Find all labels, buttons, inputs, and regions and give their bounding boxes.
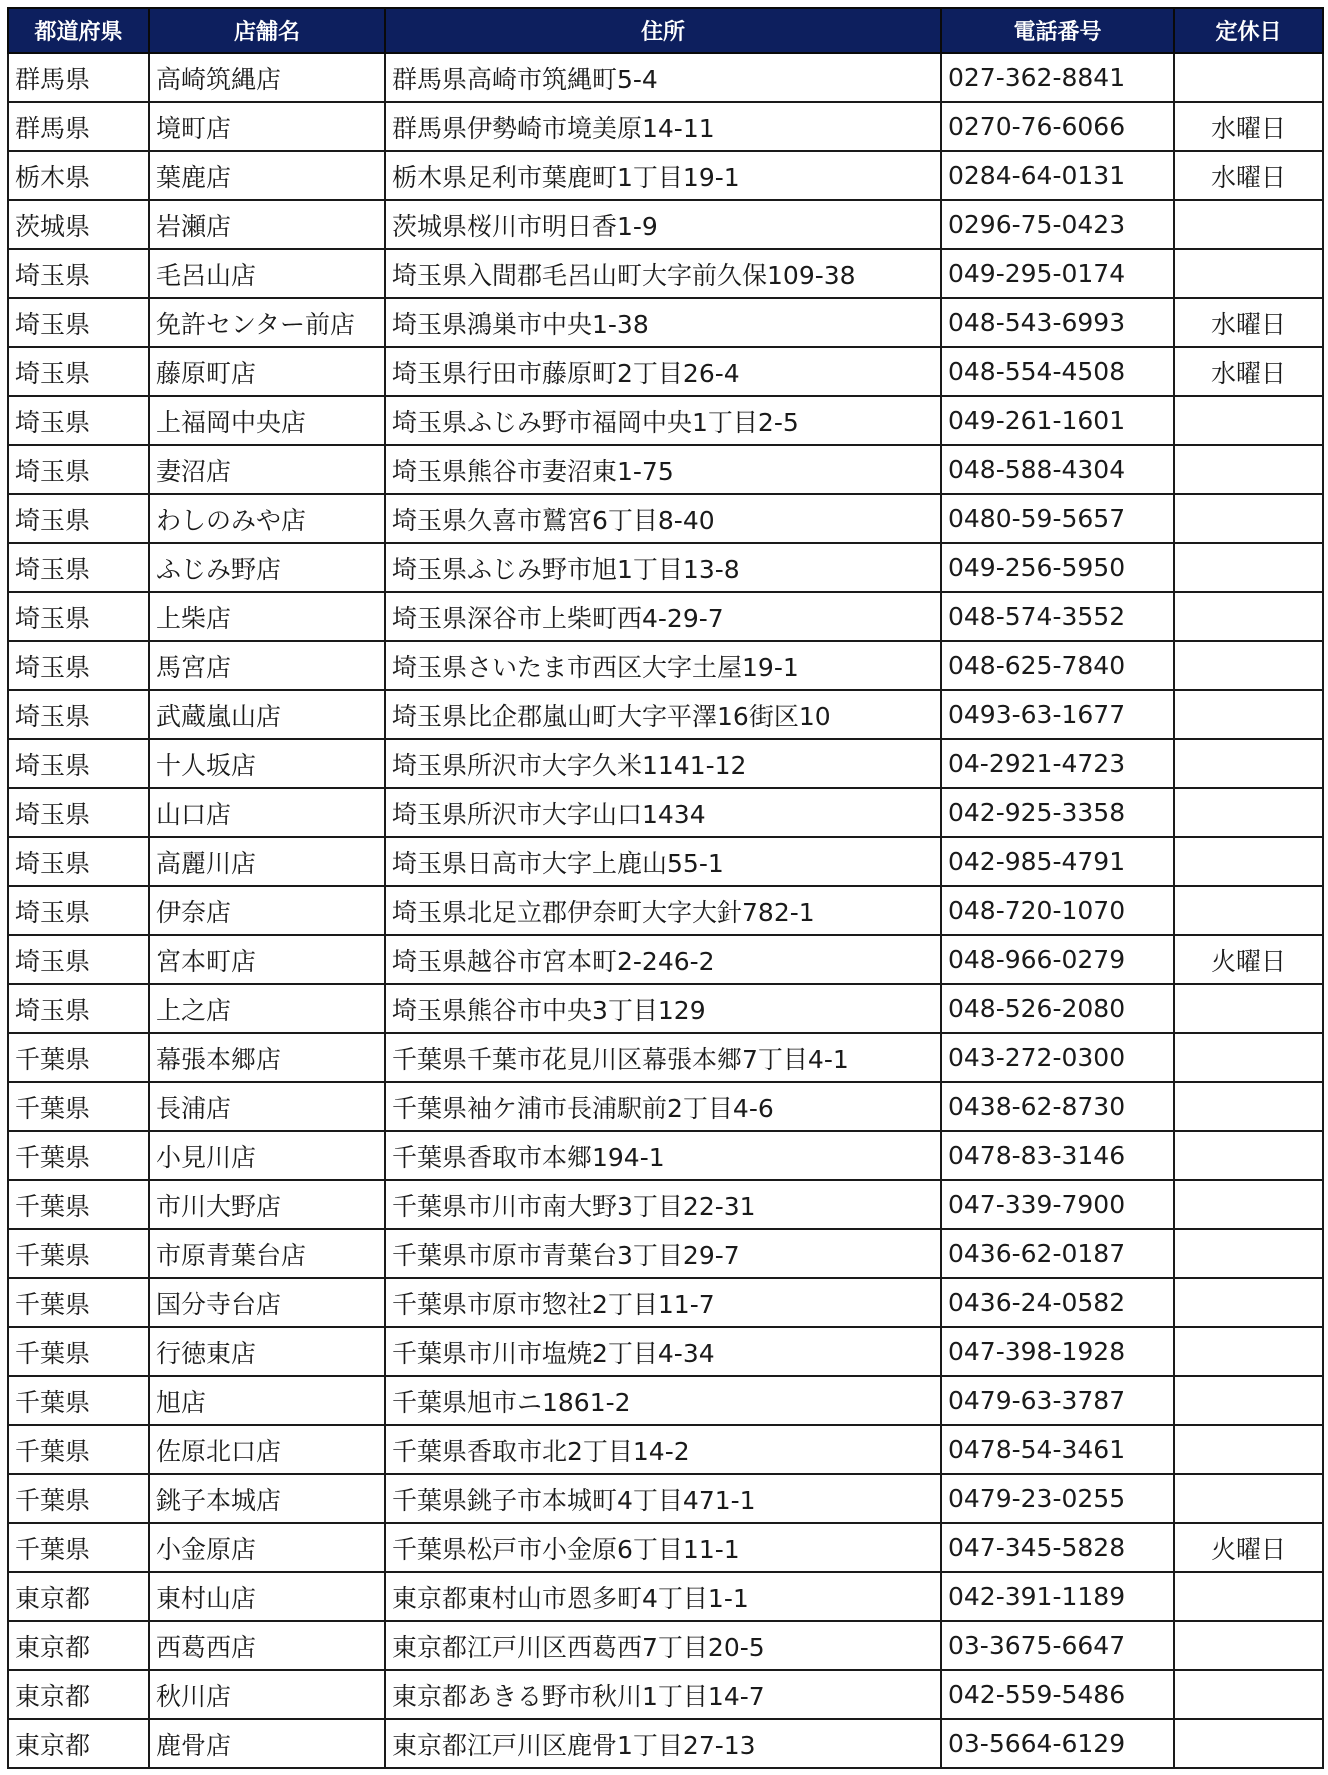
store-name-cell: 上福岡中央店 [149,396,385,445]
closed-day-cell [1174,1131,1323,1180]
phone-cell: 042-559-5486 [941,1670,1174,1719]
phone-cell: 0436-24-0582 [941,1278,1174,1327]
phone-cell: 047-398-1928 [941,1327,1174,1376]
address-cell: 埼玉県日高市大字上鹿山55-1 [385,837,941,886]
phone-cell: 047-345-5828 [941,1523,1174,1572]
store-name-cell: 毛呂山店 [149,249,385,298]
closed-day-cell [1174,1572,1323,1621]
prefecture-cell: 東京都 [8,1621,149,1670]
address-cell: 群馬県伊勢崎市境美原14-11 [385,102,941,151]
closed-day-cell: 水曜日 [1174,347,1323,396]
table-row [8,1670,1323,1719]
store-name-cell: 上柴店 [149,592,385,641]
store-name-cell: 鹿骨店 [149,1719,385,1768]
store-name-cell: 上之店 [149,984,385,1033]
address-cell: 千葉県香取市北2丁目14-2 [385,1425,941,1474]
phone-cell: 0479-23-0255 [941,1474,1174,1523]
phone-cell: 047-339-7900 [941,1180,1174,1229]
phone-cell: 0479-63-3787 [941,1376,1174,1425]
store-name-cell: わしのみや店 [149,494,385,543]
table-row [8,1033,1323,1082]
prefecture-cell: 埼玉県 [8,886,149,935]
closed-day-cell [1174,837,1323,886]
table-row [8,592,1323,641]
phone-cell: 0478-54-3461 [941,1425,1174,1474]
address-cell: 埼玉県入間郡毛呂山町大字前久保109-38 [385,249,941,298]
prefecture-cell: 千葉県 [8,1229,149,1278]
phone-cell: 049-261-1601 [941,396,1174,445]
phone-cell: 03-5664-6129 [941,1719,1174,1768]
table-row [8,690,1323,739]
store-name-cell: 妻沼店 [149,445,385,494]
phone-cell: 043-272-0300 [941,1033,1174,1082]
prefecture-cell: 千葉県 [8,1327,149,1376]
store-list [7,7,1324,1769]
address-cell: 東京都東村山市恩多町4丁目1-1 [385,1572,941,1621]
phone-cell: 0480-59-5657 [941,494,1174,543]
table-row [8,494,1323,543]
prefecture-cell: 千葉県 [8,1180,149,1229]
prefecture-cell: 埼玉県 [8,788,149,837]
store-name-cell: 武蔵嵐山店 [149,690,385,739]
prefecture-cell: 埼玉県 [8,935,149,984]
store-name-cell: 宮本町店 [149,935,385,984]
table-row [8,641,1323,690]
closed-day-cell [1174,1082,1323,1131]
store-name-cell: 国分寺台店 [149,1278,385,1327]
phone-cell: 048-574-3552 [941,592,1174,641]
closed-day-cell [1174,641,1323,690]
store-name-cell: 東村山店 [149,1572,385,1621]
address-cell: 栃木県足利市葉鹿町1丁目19-1 [385,151,941,200]
prefecture-cell: 埼玉県 [8,396,149,445]
header-closed-day: 定休日 [1174,8,1323,53]
prefecture-cell: 栃木県 [8,151,149,200]
address-cell: 埼玉県所沢市大字久米1141-12 [385,739,941,788]
store-name-cell: 山口店 [149,788,385,837]
prefecture-cell: 千葉県 [8,1376,149,1425]
table-row [8,298,1323,347]
store-name-cell: 幕張本郷店 [149,1033,385,1082]
header-store-name: 店舗名 [149,8,385,53]
table-row [8,1082,1323,1131]
address-cell: 群馬県高崎市筑縄町5-4 [385,53,941,102]
closed-day-cell [1174,592,1323,641]
table-header [8,8,1323,53]
closed-day-cell [1174,886,1323,935]
table-row [8,396,1323,445]
address-cell: 東京都あきる野市秋川1丁目14-7 [385,1670,941,1719]
store-name-cell: 高崎筑縄店 [149,53,385,102]
table-row [8,1278,1323,1327]
prefecture-cell: 埼玉県 [8,739,149,788]
phone-cell: 048-588-4304 [941,445,1174,494]
table-row [8,102,1323,151]
address-cell: 埼玉県鴻巣市中央1-38 [385,298,941,347]
closed-day-cell [1174,200,1323,249]
phone-cell: 048-625-7840 [941,641,1174,690]
phone-cell: 048-554-4508 [941,347,1174,396]
closed-day-cell [1174,494,1323,543]
table-row [8,445,1323,494]
address-cell: 埼玉県熊谷市中央3丁目129 [385,984,941,1033]
table-row [8,935,1323,984]
phone-cell: 042-985-4791 [941,837,1174,886]
store-name-cell: 葉鹿店 [149,151,385,200]
prefecture-cell: 埼玉県 [8,690,149,739]
table-row [8,151,1323,200]
closed-day-cell [1174,53,1323,102]
phone-cell: 049-256-5950 [941,543,1174,592]
phone-cell: 048-526-2080 [941,984,1174,1033]
phone-cell: 048-966-0279 [941,935,1174,984]
phone-cell: 0436-62-0187 [941,1229,1174,1278]
address-cell: 千葉県市川市塩焼2丁目4-34 [385,1327,941,1376]
prefecture-cell: 千葉県 [8,1523,149,1572]
closed-day-cell [1174,249,1323,298]
closed-day-cell [1174,1719,1323,1768]
table-row [8,1180,1323,1229]
prefecture-cell: 埼玉県 [8,837,149,886]
phone-cell: 0296-75-0423 [941,200,1174,249]
address-cell: 埼玉県熊谷市妻沼東1-75 [385,445,941,494]
address-cell: 埼玉県所沢市大字山口1434 [385,788,941,837]
header-phone: 電話番号 [941,8,1174,53]
prefecture-cell: 埼玉県 [8,298,149,347]
table-row [8,984,1323,1033]
closed-day-cell [1174,1425,1323,1474]
store-name-cell: 境町店 [149,102,385,151]
store-name-cell: 旭店 [149,1376,385,1425]
phone-cell: 0478-83-3146 [941,1131,1174,1180]
closed-day-cell [1174,1376,1323,1425]
store-name-cell: 小金原店 [149,1523,385,1572]
prefecture-cell: 東京都 [8,1572,149,1621]
prefecture-cell: 茨城県 [8,200,149,249]
closed-day-cell [1174,739,1323,788]
table-row [8,739,1323,788]
prefecture-cell: 群馬県 [8,102,149,151]
prefecture-cell: 埼玉県 [8,347,149,396]
address-cell: 埼玉県比企郡嵐山町大字平澤16街区10 [385,690,941,739]
phone-cell: 0438-62-8730 [941,1082,1174,1131]
phone-cell: 042-391-1189 [941,1572,1174,1621]
address-cell: 千葉県市原市惣社2丁目11-7 [385,1278,941,1327]
header-row [8,8,1323,53]
address-cell: 東京都江戸川区鹿骨1丁目27-13 [385,1719,941,1768]
table-row [8,886,1323,935]
closed-day-cell [1174,543,1323,592]
phone-cell: 048-720-1070 [941,886,1174,935]
address-cell: 埼玉県越谷市宮本町2-246-2 [385,935,941,984]
address-cell: 埼玉県さいたま市西区大字土屋19-1 [385,641,941,690]
address-cell: 千葉県香取市本郷194-1 [385,1131,941,1180]
phone-cell: 0493-63-1677 [941,690,1174,739]
closed-day-cell [1174,1180,1323,1229]
closed-day-cell [1174,396,1323,445]
table-row [8,200,1323,249]
table-row [8,1327,1323,1376]
table-row [8,1621,1323,1670]
prefecture-cell: 埼玉県 [8,445,149,494]
table-row [8,249,1323,298]
table-row [8,1523,1323,1572]
closed-day-cell: 水曜日 [1174,298,1323,347]
address-cell: 埼玉県久喜市鷲宮6丁目8-40 [385,494,941,543]
prefecture-cell: 埼玉県 [8,494,149,543]
prefecture-cell: 千葉県 [8,1474,149,1523]
store-name-cell: 市川大野店 [149,1180,385,1229]
address-cell: 埼玉県北足立郡伊奈町大字大針782-1 [385,886,941,935]
address-cell: 埼玉県深谷市上柴町西4-29-7 [385,592,941,641]
store-name-cell: 藤原町店 [149,347,385,396]
prefecture-cell: 千葉県 [8,1082,149,1131]
store-name-cell: 十人坂店 [149,739,385,788]
closed-day-cell [1174,1033,1323,1082]
closed-day-cell [1174,1621,1323,1670]
prefecture-cell: 埼玉県 [8,592,149,641]
store-table [7,7,1324,1769]
table-row [8,1425,1323,1474]
table-row [8,347,1323,396]
prefecture-cell: 千葉県 [8,1425,149,1474]
table-row [8,1131,1323,1180]
address-cell: 千葉県市原市青葉台3丁目29-7 [385,1229,941,1278]
phone-cell: 03-3675-6647 [941,1621,1174,1670]
store-name-cell: 免許センター前店 [149,298,385,347]
closed-day-cell [1174,1670,1323,1719]
address-cell: 東京都江戸川区西葛西7丁目20-5 [385,1621,941,1670]
phone-cell: 0284-64-0131 [941,151,1174,200]
closed-day-cell [1174,1278,1323,1327]
phone-cell: 049-295-0174 [941,249,1174,298]
table-row [8,1376,1323,1425]
phone-cell: 027-362-8841 [941,53,1174,102]
address-cell: 千葉県旭市ニ1861-2 [385,1376,941,1425]
closed-day-cell [1174,788,1323,837]
closed-day-cell [1174,1327,1323,1376]
address-cell: 千葉県市川市南大野3丁目22-31 [385,1180,941,1229]
store-name-cell: 銚子本城店 [149,1474,385,1523]
store-name-cell: 佐原北口店 [149,1425,385,1474]
header-address: 住所 [385,8,941,53]
phone-cell: 042-925-3358 [941,788,1174,837]
prefecture-cell: 千葉県 [8,1033,149,1082]
address-cell: 埼玉県行田市藤原町2丁目26-4 [385,347,941,396]
prefecture-cell: 埼玉県 [8,984,149,1033]
table-row [8,788,1323,837]
phone-cell: 0270-76-6066 [941,102,1174,151]
prefecture-cell: 埼玉県 [8,249,149,298]
table-body [8,53,1323,1768]
closed-day-cell: 水曜日 [1174,151,1323,200]
store-name-cell: 高麗川店 [149,837,385,886]
prefecture-cell: 千葉県 [8,1278,149,1327]
store-name-cell: 市原青葉台店 [149,1229,385,1278]
prefecture-cell: 群馬県 [8,53,149,102]
phone-cell: 048-543-6993 [941,298,1174,347]
closed-day-cell [1174,445,1323,494]
table-row [8,1474,1323,1523]
store-name-cell: 馬宮店 [149,641,385,690]
prefecture-cell: 千葉県 [8,1131,149,1180]
table-row [8,1229,1323,1278]
prefecture-cell: 東京都 [8,1670,149,1719]
prefecture-cell: 埼玉県 [8,641,149,690]
store-name-cell: 岩瀬店 [149,200,385,249]
header-prefecture: 都道府県 [8,8,149,53]
store-name-cell: 西葛西店 [149,1621,385,1670]
table-row [8,1719,1323,1768]
address-cell: 埼玉県ふじみ野市旭1丁目13-8 [385,543,941,592]
closed-day-cell [1174,1474,1323,1523]
address-cell: 千葉県銚子市本城町4丁目471-1 [385,1474,941,1523]
closed-day-cell [1174,690,1323,739]
address-cell: 埼玉県ふじみ野市福岡中央1丁目2-5 [385,396,941,445]
closed-day-cell [1174,984,1323,1033]
store-name-cell: ふじみ野店 [149,543,385,592]
address-cell: 千葉県松戸市小金原6丁目11-1 [385,1523,941,1572]
table-row [8,543,1323,592]
address-cell: 千葉県袖ケ浦市長浦駅前2丁目4-6 [385,1082,941,1131]
closed-day-cell: 火曜日 [1174,1523,1323,1572]
store-name-cell: 小見川店 [149,1131,385,1180]
store-name-cell: 行徳東店 [149,1327,385,1376]
closed-day-cell: 火曜日 [1174,935,1323,984]
prefecture-cell: 埼玉県 [8,543,149,592]
table-row [8,837,1323,886]
prefecture-cell: 東京都 [8,1719,149,1768]
store-name-cell: 秋川店 [149,1670,385,1719]
table-row [8,1572,1323,1621]
store-name-cell: 伊奈店 [149,886,385,935]
phone-cell: 04-2921-4723 [941,739,1174,788]
store-name-cell: 長浦店 [149,1082,385,1131]
address-cell: 千葉県千葉市花見川区幕張本郷7丁目4-1 [385,1033,941,1082]
table-row [8,53,1323,102]
closed-day-cell: 水曜日 [1174,102,1323,151]
address-cell: 茨城県桜川市明日香1-9 [385,200,941,249]
closed-day-cell [1174,1229,1323,1278]
